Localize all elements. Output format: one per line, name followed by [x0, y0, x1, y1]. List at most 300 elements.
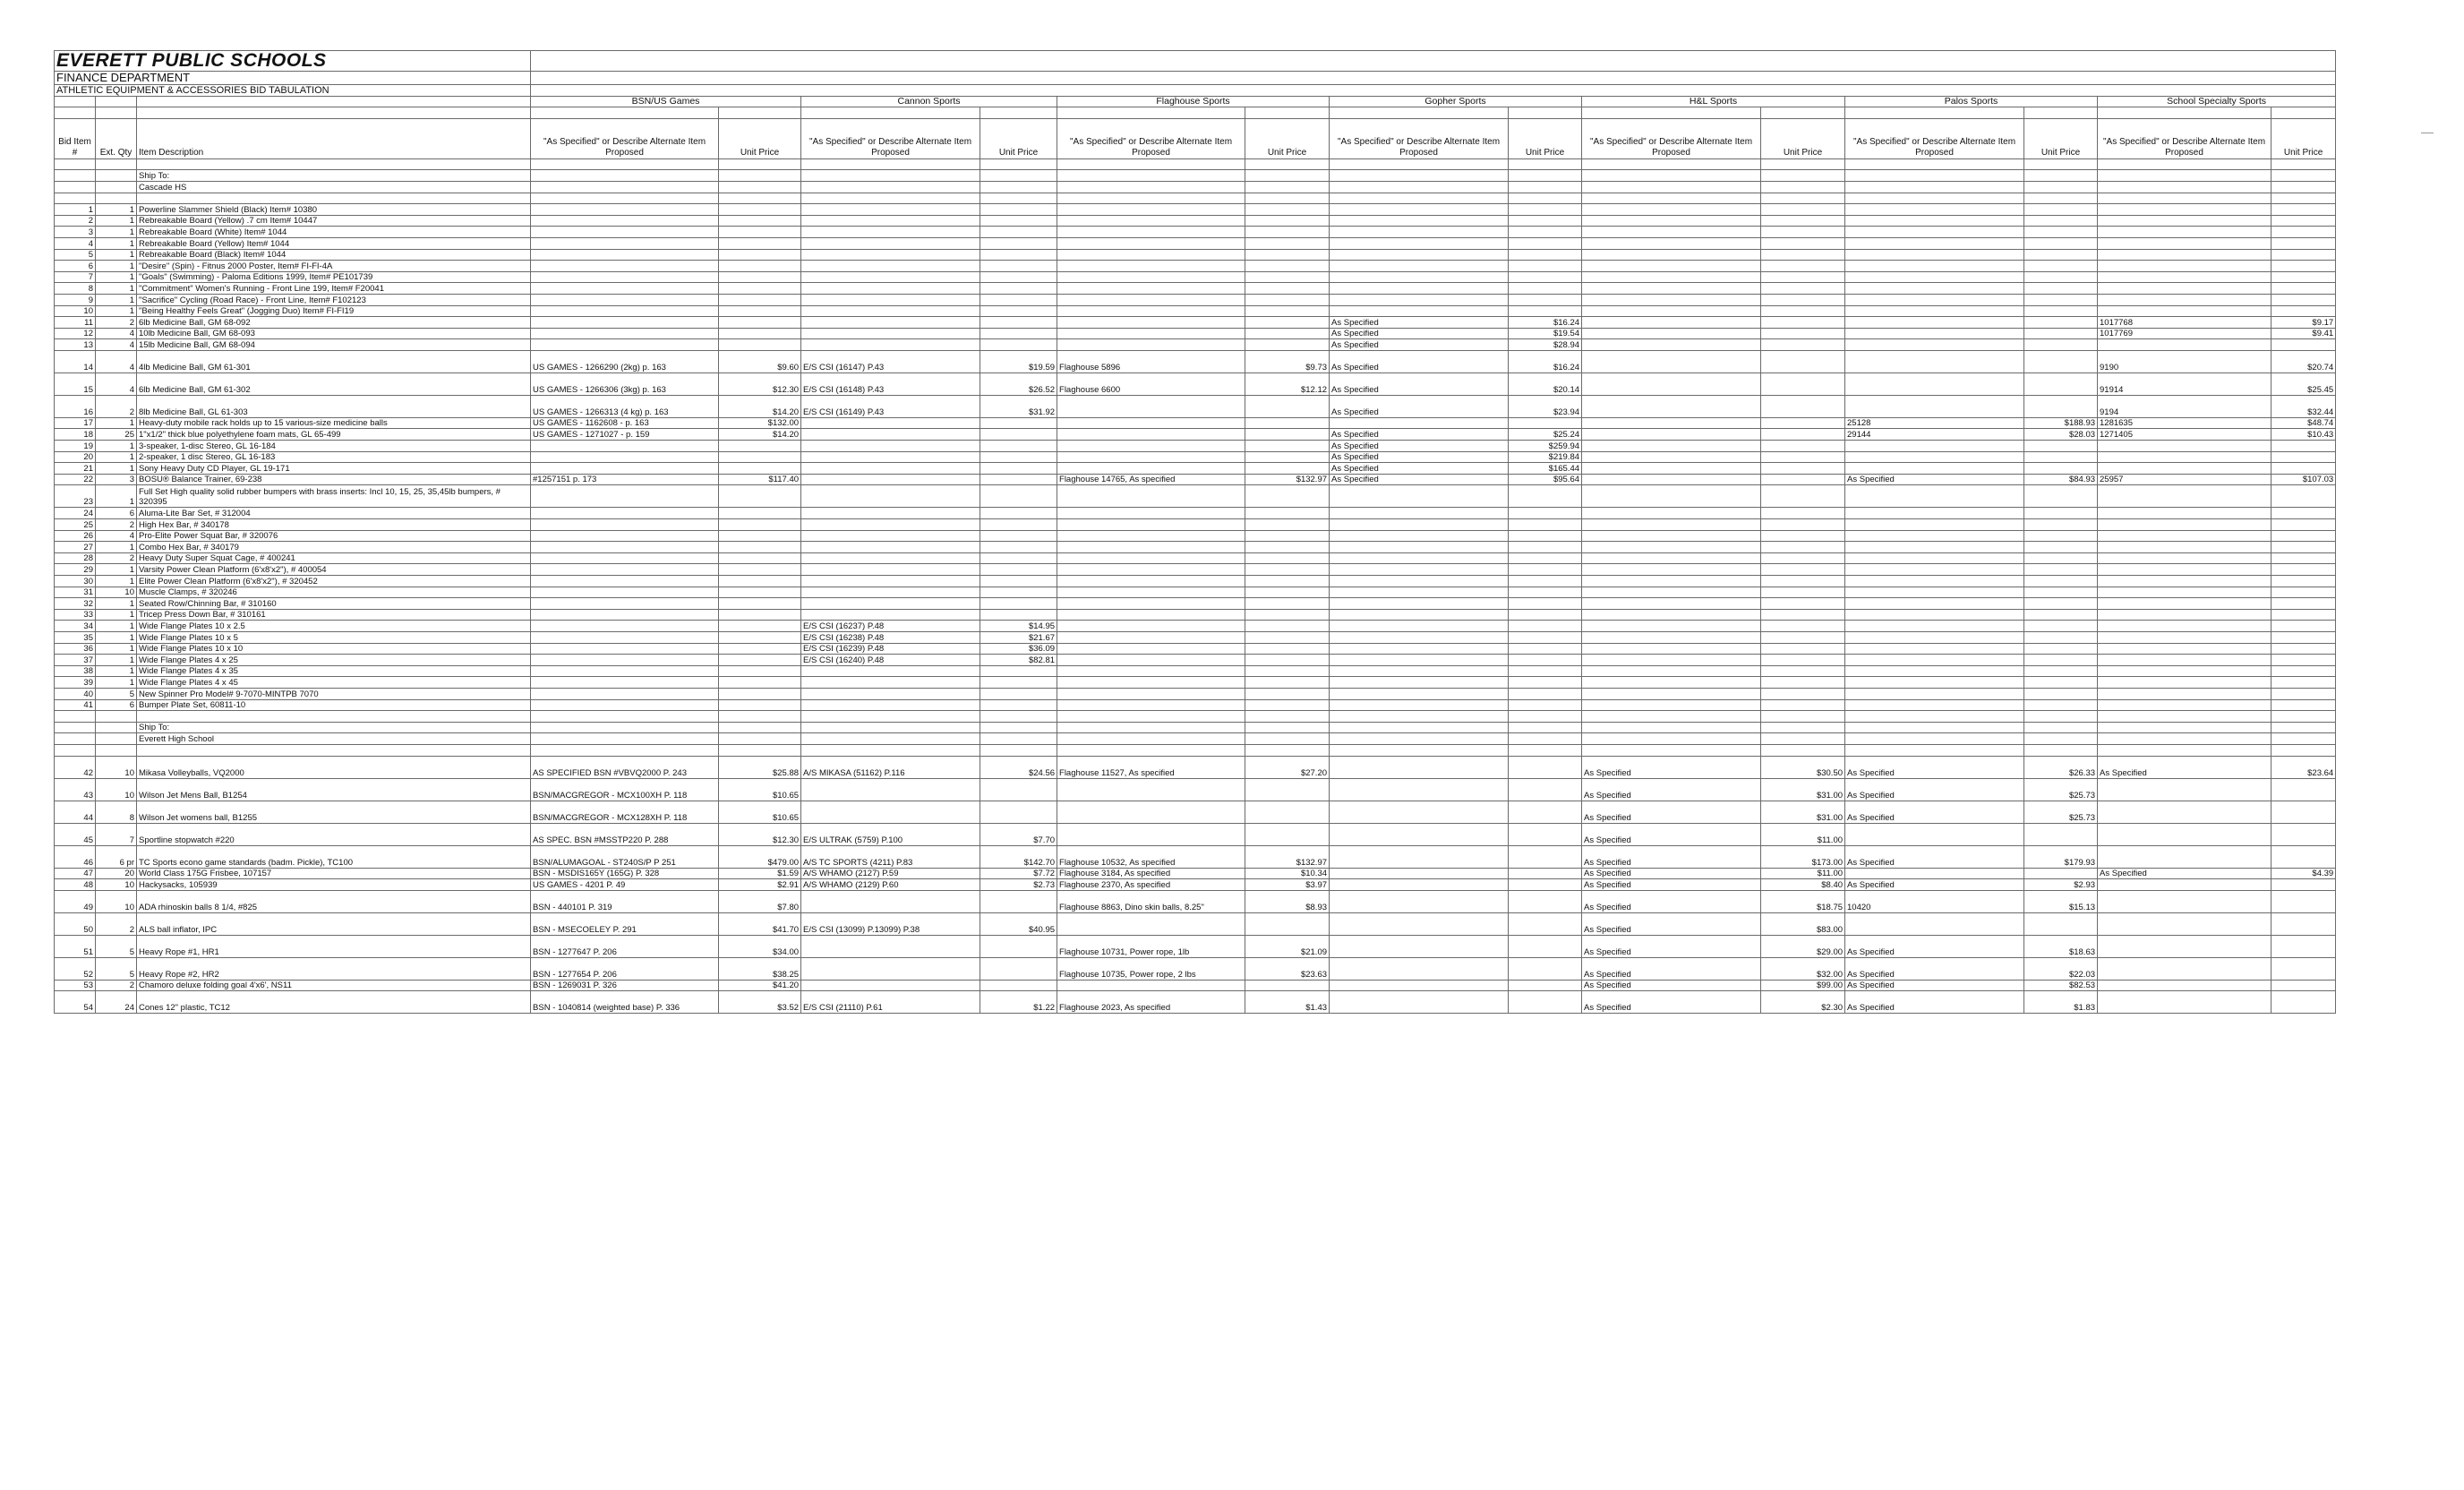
vendor-name: Gopher Sports — [1330, 96, 1582, 107]
vendor-item-proposed: As Specified — [1582, 912, 1761, 935]
ext-quantity: 25 — [96, 429, 137, 441]
ext-quantity: 1 — [96, 576, 137, 587]
table-row — [55, 643, 2336, 655]
item-description: "Being Healthy Feels Great" (Jogging Duo) Item# FI-FI19 — [137, 305, 531, 317]
as-specified-header: "As Specified" or Describe Alternate Item Proposed — [1582, 118, 1761, 158]
table-row — [55, 261, 2336, 272]
vendor-item-proposed: BSN - 440101 P. 319 — [531, 890, 719, 912]
vendor-item-proposed: Flaghouse 2023, As specified — [1057, 991, 1245, 1014]
item-description: Heavy-duty mobile rack holds up to 15 various-size medicine balls — [137, 417, 531, 429]
vendor-item-proposed: As Specified — [1330, 474, 1509, 485]
unit-price: $27.20 — [1245, 756, 1330, 778]
unit-price: $41.70 — [719, 912, 801, 935]
item-description: Powerline Slammer Shield (Black) Item# 10380 — [137, 204, 531, 216]
vendor-name: BSN/US Games — [531, 96, 801, 107]
unit-price: $479.00 — [719, 845, 801, 868]
unit-price: $188.93 — [2024, 417, 2098, 429]
bid-item-number: 39 — [55, 677, 96, 689]
column-header-row — [55, 118, 2336, 158]
ext-quantity: 1 — [96, 227, 137, 238]
item-description: 1"x1/2" thick blue polyethylene foam mats, GL 65-499 — [137, 429, 531, 441]
vendor-name: H&L Sports — [1582, 96, 1845, 107]
vendor-item-proposed: 91914 — [2098, 372, 2272, 395]
unit-price-header: Unit Price — [2272, 118, 2336, 158]
vendor-item-proposed: As Specified — [1582, 801, 1761, 823]
bid-item-number: 42 — [55, 756, 96, 778]
item-description: Wide Flange Plates 10 x 5 — [137, 631, 531, 643]
unit-price: $25.45 — [2272, 372, 2336, 395]
unit-price: $84.93 — [2024, 474, 2098, 485]
item-description: Wide Flange Plates 4 x 45 — [137, 677, 531, 689]
unit-price-header: Unit Price — [1509, 118, 1582, 158]
vendor-item-proposed: As Specified — [1330, 395, 1509, 417]
ext-quantity: 6 — [96, 508, 137, 519]
ext-quantity: 1 — [96, 237, 137, 249]
unit-price-header: Unit Price — [1761, 118, 1845, 158]
ext-quantity: 2 — [96, 519, 137, 531]
item-description: Sportline stopwatch #220 — [137, 823, 531, 845]
item-description: 8lb Medicine Ball, GL 61-303 — [137, 395, 531, 417]
blank-row — [55, 193, 2336, 204]
table-row — [55, 688, 2336, 699]
ext-quantity: 1 — [96, 621, 137, 632]
ext-quantity: 10 — [96, 756, 137, 778]
unit-price: $21.09 — [1245, 935, 1330, 957]
table-row — [55, 508, 2336, 519]
unit-price: $11.00 — [1761, 868, 1845, 879]
ext-quantity: 1 — [96, 609, 137, 621]
bid-item-number: 20 — [55, 451, 96, 463]
unit-price: $20.14 — [1509, 372, 1582, 395]
item-description: Rebreakable Board (Yellow) Item# 1044 — [137, 237, 531, 249]
unit-price: $14.20 — [719, 429, 801, 441]
vendor-item-proposed: US GAMES - 1271027 - p. 159 — [531, 429, 719, 441]
ext-quantity: 1 — [96, 631, 137, 643]
ship-to-label: Ship To: — [137, 170, 531, 182]
item-description: Heavy Rope #1, HR1 — [137, 935, 531, 957]
table-row — [55, 576, 2336, 587]
ext-quantity: 4 — [96, 339, 137, 351]
unit-price: $9.60 — [719, 350, 801, 372]
table-row — [55, 485, 2336, 508]
vendor-item-proposed: BSN/ALUMAGOAL - ST240S/P P 251 — [531, 845, 719, 868]
unit-price: $21.67 — [980, 631, 1057, 643]
ext-quantity: 1 — [96, 215, 137, 227]
item-description: Varsity Power Clean Platform (6'x8'x2"), # 400054 — [137, 564, 531, 576]
unit-price: $82.53 — [2024, 980, 2098, 991]
bid-item-number: 29 — [55, 564, 96, 576]
item-description: Wide Flange Plates 4 x 25 — [137, 655, 531, 666]
unit-price: $9.17 — [2272, 317, 2336, 329]
item-description: Bumper Plate Set, 60811-10 — [137, 699, 531, 711]
table-row — [55, 823, 2336, 845]
unit-price: $9.73 — [1245, 350, 1330, 372]
vendor-item-proposed: BSN - 1277654 P. 206 — [531, 957, 719, 980]
ext-quantity: 1 — [96, 261, 137, 272]
vendor-item-proposed: Flaghouse 5896 — [1057, 350, 1245, 372]
item-description: Wide Flange Plates 10 x 10 — [137, 643, 531, 655]
vendor-item-proposed: As Specified — [1582, 957, 1761, 980]
ext-quantity: 1 — [96, 283, 137, 295]
ext-quantity: 1 — [96, 665, 137, 677]
table-row — [55, 237, 2336, 249]
item-description: Combo Hex Bar, # 340179 — [137, 542, 531, 553]
unit-price-header: Unit Price — [719, 118, 801, 158]
item-description: Full Set High quality solid rubber bumpers with brass inserts: Incl 10, 15, 25, 35,45lb bumpers, # 320395 — [137, 485, 531, 508]
vendor-item-proposed: E/S CSI (16148) P.43 — [801, 372, 980, 395]
bid-item-number: 31 — [55, 587, 96, 598]
bid-item-number: 6 — [55, 261, 96, 272]
ext-quantity: 8 — [96, 801, 137, 823]
table-row — [55, 463, 2336, 475]
table-row — [55, 283, 2336, 295]
vendor-item-proposed: As Specified — [1330, 429, 1509, 441]
item-description: 3-speaker, 1-disc Stereo, GL 16-184 — [137, 441, 531, 452]
as-specified-header: "As Specified" or Describe Alternate Item Proposed — [531, 118, 719, 158]
table-row — [55, 227, 2336, 238]
vendor-item-proposed: E/S ULTRAK (5759) P.100 — [801, 823, 980, 845]
unit-price: $26.33 — [2024, 756, 2098, 778]
bid-item-number: 10 — [55, 305, 96, 317]
unit-price-header: Unit Price — [1245, 118, 1330, 158]
unit-price: $48.74 — [2272, 417, 2336, 429]
bid-item-number: 27 — [55, 542, 96, 553]
vendor-item-proposed: #1257151 p. 173 — [531, 474, 719, 485]
vendor-item-proposed: As Specified — [1845, 879, 2024, 891]
item-description: Muscle Clamps, # 320246 — [137, 587, 531, 598]
ship-to-row — [55, 722, 2336, 733]
vendor-item-proposed: 1017769 — [2098, 328, 2272, 339]
unit-price: $15.13 — [2024, 890, 2098, 912]
table-row — [55, 350, 2336, 372]
unit-price: $31.00 — [1761, 778, 1845, 801]
unit-price: $23.94 — [1509, 395, 1582, 417]
table-row — [55, 912, 2336, 935]
vendor-item-proposed: As Specified — [1582, 991, 1761, 1014]
table-row — [55, 621, 2336, 632]
bid-item-number: 15 — [55, 372, 96, 395]
vendor-item-proposed: BSN - MSECOELEY P. 291 — [531, 912, 719, 935]
vendor-item-proposed: Flaghouse 10735, Power rope, 2 lbs — [1057, 957, 1245, 980]
vendor-item-proposed: E/S CSI (16240) P.48 — [801, 655, 980, 666]
bid-item-number: 28 — [55, 552, 96, 564]
unit-price: $25.24 — [1509, 429, 1582, 441]
unit-price: $7.72 — [980, 868, 1057, 879]
bid-item-number: 18 — [55, 429, 96, 441]
unit-price: $8.40 — [1761, 879, 1845, 891]
bid-item-number: 22 — [55, 474, 96, 485]
vendor-item-proposed: A/S WHAMO (2127) P.59 — [801, 868, 980, 879]
item-description: Chamoro deluxe folding goal 4'x6', NS11 — [137, 980, 531, 991]
department-name: FINANCE DEPARTMENT — [55, 72, 531, 85]
item-description: TC Sports econo game standards (badm. Pickle), TC100 — [137, 845, 531, 868]
vendor-item-proposed: Flaghouse 6600 — [1057, 372, 1245, 395]
unit-price: $20.74 — [2272, 350, 2336, 372]
vendor-item-proposed: As Specified — [1582, 890, 1761, 912]
unit-price: $14.95 — [980, 621, 1057, 632]
table-row — [55, 372, 2336, 395]
item-description: Tricep Press Down Bar, # 310161 — [137, 609, 531, 621]
table-row — [55, 564, 2336, 576]
item-description: Heavy Duty Super Squat Cage, # 400241 — [137, 552, 531, 564]
ext-quantity: 1 — [96, 441, 137, 452]
vendor-item-proposed: Flaghouse 14765, As specified — [1057, 474, 1245, 485]
vendor-item-proposed: E/S CSI (16237) P.48 — [801, 621, 980, 632]
table-row — [55, 474, 2336, 485]
unit-price: $22.03 — [2024, 957, 2098, 980]
ship-to-row — [55, 170, 2336, 182]
bid-item-number: 50 — [55, 912, 96, 935]
bid-item-number: 26 — [55, 530, 96, 542]
unit-price: $28.03 — [2024, 429, 2098, 441]
unit-price: $259.94 — [1509, 441, 1582, 452]
bid-item-number: 21 — [55, 463, 96, 475]
unit-price: $41.20 — [719, 980, 801, 991]
item-description: Wilson Jet Mens Ball, B1254 — [137, 778, 531, 801]
bid-item-number: 23 — [55, 485, 96, 508]
bid-item-number: 49 — [55, 890, 96, 912]
item-description: Wide Flange Plates 10 x 2.5 — [137, 621, 531, 632]
vendor-item-proposed: A/S TC SPORTS (4211) P.83 — [801, 845, 980, 868]
table-row — [55, 677, 2336, 689]
bid-item-number: 45 — [55, 823, 96, 845]
vendor-item-proposed: Flaghouse 10532, As specified — [1057, 845, 1245, 868]
item-description: "Desire" (Spin) - Fitnus 2000 Poster, Item# FI-FI-4A — [137, 261, 531, 272]
as-specified-header: "As Specified" or Describe Alternate Item Proposed — [1330, 118, 1509, 158]
unit-price: $29.00 — [1761, 935, 1845, 957]
unit-price: $1.59 — [719, 868, 801, 879]
unit-price: $2.30 — [1761, 991, 1845, 1014]
bid-item-number: 38 — [55, 665, 96, 677]
item-description: High Hex Bar, # 340178 — [137, 519, 531, 531]
ext-quantity: 1 — [96, 294, 137, 305]
table-row — [55, 980, 2336, 991]
table-row — [55, 699, 2336, 711]
ext-quantity: 1 — [96, 271, 137, 283]
bid-item-number: 34 — [55, 621, 96, 632]
bid-item-number: 16 — [55, 395, 96, 417]
unit-price: $12.30 — [719, 372, 801, 395]
vendor-item-proposed: US GAMES - 1266313 (4 kg) p. 163 — [531, 395, 719, 417]
unit-price: $25.73 — [2024, 778, 2098, 801]
unit-price: $31.92 — [980, 395, 1057, 417]
vendor-name: Palos Sports — [1845, 96, 2098, 107]
vendor-item-proposed: E/S CSI (16238) P.48 — [801, 631, 980, 643]
vendor-item-proposed: US GAMES - 4201 P. 49 — [531, 879, 719, 891]
unit-price: $165.44 — [1509, 463, 1582, 475]
bid-item-number: 48 — [55, 879, 96, 891]
table-row — [55, 441, 2336, 452]
unit-price: $1.43 — [1245, 991, 1330, 1014]
vendor-item-proposed: E/S CSI (13099) P.13099) P.38 — [801, 912, 980, 935]
vendor-item-proposed: BSN - 1277647 P. 206 — [531, 935, 719, 957]
table-row — [55, 957, 2336, 980]
unit-price: $7.70 — [980, 823, 1057, 845]
unit-price: $219.84 — [1509, 451, 1582, 463]
vendor-item-proposed: As Specified — [1330, 463, 1509, 475]
bid-item-number: 13 — [55, 339, 96, 351]
unit-price: $12.12 — [1245, 372, 1330, 395]
table-row — [55, 519, 2336, 531]
blank-row — [55, 711, 2336, 723]
item-description: Wilson Jet womens ball, B1255 — [137, 801, 531, 823]
vendor-item-proposed: AS SPEC. BSN #MSSTP220 P. 288 — [531, 823, 719, 845]
unit-price: $23.63 — [1245, 957, 1330, 980]
unit-price: $173.00 — [1761, 845, 1845, 868]
document-subtitle: ATHLETIC EQUIPMENT & ACCESSORIES BID TABULATION — [55, 85, 531, 97]
vendor-item-proposed: 1017768 — [2098, 317, 2272, 329]
unit-price: $95.64 — [1509, 474, 1582, 485]
bid-item-number: 2 — [55, 215, 96, 227]
unit-price: $14.20 — [719, 395, 801, 417]
vendor-item-proposed: US GAMES - 1162608 - p. 163 — [531, 417, 719, 429]
unit-price: $2.73 — [980, 879, 1057, 891]
item-description: Rebreakable Board (Yellow) .7 cm Item# 10447 — [137, 215, 531, 227]
unit-price: $16.24 — [1509, 317, 1582, 329]
vendor-name: Cannon Sports — [801, 96, 1057, 107]
ext-quantity: 5 — [96, 957, 137, 980]
ext-quantity: 20 — [96, 868, 137, 879]
table-row — [55, 542, 2336, 553]
bid-item-number: 32 — [55, 598, 96, 610]
table-row — [55, 215, 2336, 227]
bid-item-number: 1 — [55, 204, 96, 216]
table-row — [55, 991, 2336, 1014]
unit-price: $32.00 — [1761, 957, 1845, 980]
unit-price: $25.73 — [2024, 801, 2098, 823]
bid-item-number: 19 — [55, 441, 96, 452]
bid-item-number: 40 — [55, 688, 96, 699]
bid-item-number: 11 — [55, 317, 96, 329]
ext-quantity: 5 — [96, 935, 137, 957]
vendor-item-proposed: As Specified — [1330, 328, 1509, 339]
ext-quantity: 2 — [96, 912, 137, 935]
unit-price: $117.40 — [719, 474, 801, 485]
unit-price: $25.88 — [719, 756, 801, 778]
unit-price: $1.22 — [980, 991, 1057, 1014]
vendor-name: Flaghouse Sports — [1057, 96, 1330, 107]
document-title: EVERETT PUBLIC SCHOOLS — [55, 51, 531, 72]
ext-quantity: 5 — [96, 688, 137, 699]
ext-quantity: 4 — [96, 372, 137, 395]
vendor-item-proposed: E/S CSI (16239) P.48 — [801, 643, 980, 655]
unit-price: $7.80 — [719, 890, 801, 912]
bid-item-number: 43 — [55, 778, 96, 801]
ext-quantity: 1 — [96, 598, 137, 610]
as-specified-header: "As Specified" or Describe Alternate Item Proposed — [1845, 118, 2024, 158]
ext-quantity: 2 — [96, 395, 137, 417]
unit-price: $82.81 — [980, 655, 1057, 666]
table-row — [55, 204, 2336, 216]
item-description: Hackysacks, 105939 — [137, 879, 531, 891]
vendor-item-proposed: E/S CSI (16147) P.43 — [801, 350, 980, 372]
vendor-item-proposed: As Specified — [1845, 980, 2024, 991]
bid-item-number: 41 — [55, 699, 96, 711]
unit-price: $18.75 — [1761, 890, 1845, 912]
vendor-item-proposed: A/S MIKASA (51162) P.116 — [801, 756, 980, 778]
vendor-item-proposed: 25128 — [1845, 417, 2024, 429]
vendor-item-proposed: E/S CSI (21110) P.61 — [801, 991, 980, 1014]
table-row — [55, 451, 2336, 463]
item-description: "Goals" (Swimming) - Paloma Editions 1999, Item# PE101739 — [137, 271, 531, 283]
vendor-item-proposed: As Specified — [1582, 868, 1761, 879]
vendor-header-row — [55, 96, 2336, 107]
item-description: 10lb Medicine Ball, GM 68-093 — [137, 328, 531, 339]
vendor-item-proposed: 1271405 — [2098, 429, 2272, 441]
vendor-item-proposed: As Specified — [1330, 451, 1509, 463]
table-row — [55, 756, 2336, 778]
table-row — [55, 317, 2336, 329]
unit-price: $9.41 — [2272, 328, 2336, 339]
ship-to-label: Ship To: — [137, 722, 531, 733]
as-specified-header: "As Specified" or Describe Alternate Item Proposed — [801, 118, 980, 158]
vendor-item-proposed: As Specified — [1845, 756, 2024, 778]
bid-item-header: Bid Item # — [55, 118, 96, 158]
vendor-name: School Specialty Sports — [2098, 96, 2336, 107]
unit-price: $132.97 — [1245, 845, 1330, 868]
unit-price: $142.70 — [980, 845, 1057, 868]
bid-item-number: 9 — [55, 294, 96, 305]
unit-price: $31.00 — [1761, 801, 1845, 823]
unit-price: $19.59 — [980, 350, 1057, 372]
item-description: 2-speaker, 1 disc Stereo, GL 16-183 — [137, 451, 531, 463]
unit-price: $16.24 — [1509, 350, 1582, 372]
ext-quantity: 1 — [96, 655, 137, 666]
unit-price: $19.54 — [1509, 328, 1582, 339]
bid-tabulation-sheet — [54, 50, 2335, 1014]
ext-quantity: 4 — [96, 350, 137, 372]
item-description: 6lb Medicine Ball, GM 68-092 — [137, 317, 531, 329]
ext-quantity: 1 — [96, 305, 137, 317]
ext-quantity: 10 — [96, 778, 137, 801]
ext-quantity: 1 — [96, 677, 137, 689]
vendor-item-proposed: As Specified — [1845, 935, 2024, 957]
bid-item-number: 54 — [55, 991, 96, 1014]
item-description: "Sacrifice" Cycling (Road Race) - Front Line, Item# F102123 — [137, 294, 531, 305]
vendor-item-proposed: Flaghouse 2370, As specified — [1057, 879, 1245, 891]
item-description: 15lb Medicine Ball, GM 68-094 — [137, 339, 531, 351]
table-row — [55, 801, 2336, 823]
ext-quantity: 10 — [96, 890, 137, 912]
table-row — [55, 890, 2336, 912]
item-description: 6lb Medicine Ball, GM 61-302 — [137, 372, 531, 395]
ext-quantity: 10 — [96, 879, 137, 891]
unit-price: $10.43 — [2272, 429, 2336, 441]
ext-quantity: 6 pr — [96, 845, 137, 868]
table-row — [55, 868, 2336, 879]
unit-price: $132.97 — [1245, 474, 1330, 485]
vendor-item-proposed: 25957 — [2098, 474, 2272, 485]
ext-quantity: 2 — [96, 980, 137, 991]
bid-item-number: 5 — [55, 249, 96, 261]
vendor-item-proposed: As Specified — [2098, 868, 2272, 879]
item-description: ALS ball inflator, IPC — [137, 912, 531, 935]
item-description: "Commitment" Women's Running - Front Line 199, Item# F20041 — [137, 283, 531, 295]
vendor-item-proposed: US GAMES - 1266290 (2kg) p. 163 — [531, 350, 719, 372]
vendor-item-proposed: As Specified — [1582, 879, 1761, 891]
unit-price: $3.97 — [1245, 879, 1330, 891]
bid-item-number: 17 — [55, 417, 96, 429]
vendor-item-proposed: 29144 — [1845, 429, 2024, 441]
bid-item-number: 4 — [55, 237, 96, 249]
vendor-item-proposed: As Specified — [1582, 778, 1761, 801]
as-specified-header: "As Specified" or Describe Alternate Item Proposed — [1057, 118, 1245, 158]
bid-item-number: 25 — [55, 519, 96, 531]
vendor-item-proposed: As Specified — [1845, 474, 2024, 485]
unit-price: $23.64 — [2272, 756, 2336, 778]
vendor-item-proposed: As Specified — [1582, 845, 1761, 868]
unit-price-header: Unit Price — [980, 118, 1057, 158]
